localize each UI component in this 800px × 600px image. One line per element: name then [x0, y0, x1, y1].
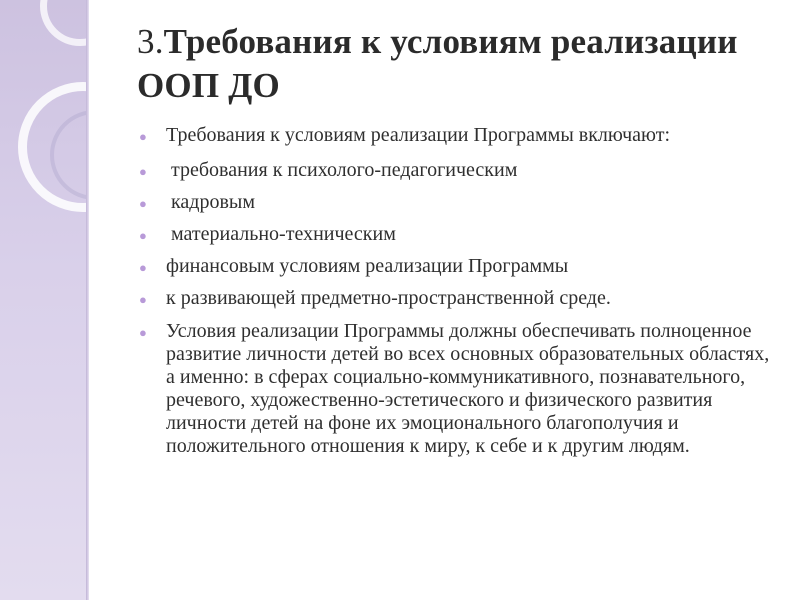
list-item-text: материально-техническим [166, 223, 396, 245]
list-item-text: кадровым [166, 191, 256, 213]
slide-title [137, 20, 777, 108]
list-item [136, 223, 776, 246]
sidebar-edge [86, 0, 89, 600]
list-item-text: финансовым условиям реализации Программы [166, 255, 569, 277]
list-item-text: требования к психолого-педагогическим [166, 159, 518, 181]
list-item [136, 159, 776, 182]
list-item [136, 124, 776, 147]
list-item-text: Условия реализации Программы должны обеспечивать полноценное развитие личности детей во всех основных образовательных областях, а именно: в сферах социально-коммуникативного, познавательного, речевого, художественно-эстетического и физического развития личности детей на фоне их эмоционального благополучия и положительного отношения к миру, к себе и к другим людям. [166, 320, 770, 457]
bullet-icon: ● [139, 164, 147, 179]
bullet-icon: ● [139, 325, 147, 340]
list-item [136, 191, 776, 214]
list-item-text: к развивающей предметно-пространственной среде. [166, 287, 611, 309]
bullet-icon: ● [139, 228, 147, 243]
bullet-icon: ● [139, 260, 147, 275]
bullet-list [136, 124, 776, 467]
circle-ring-decoration [40, 0, 89, 46]
bullet-icon: ● [139, 129, 147, 144]
decorative-sidebar [0, 0, 89, 600]
title-text: Требования к условиям реализации ООП ДО [137, 22, 738, 105]
list-item-text: Требования к условиям реализации Программы включают: [166, 124, 670, 146]
bullet-icon: ● [139, 196, 147, 211]
list-item [136, 320, 776, 458]
list-item [136, 287, 776, 310]
bullet-icon: ● [139, 292, 147, 307]
list-item [136, 255, 776, 278]
title-number: 3. [137, 22, 164, 61]
